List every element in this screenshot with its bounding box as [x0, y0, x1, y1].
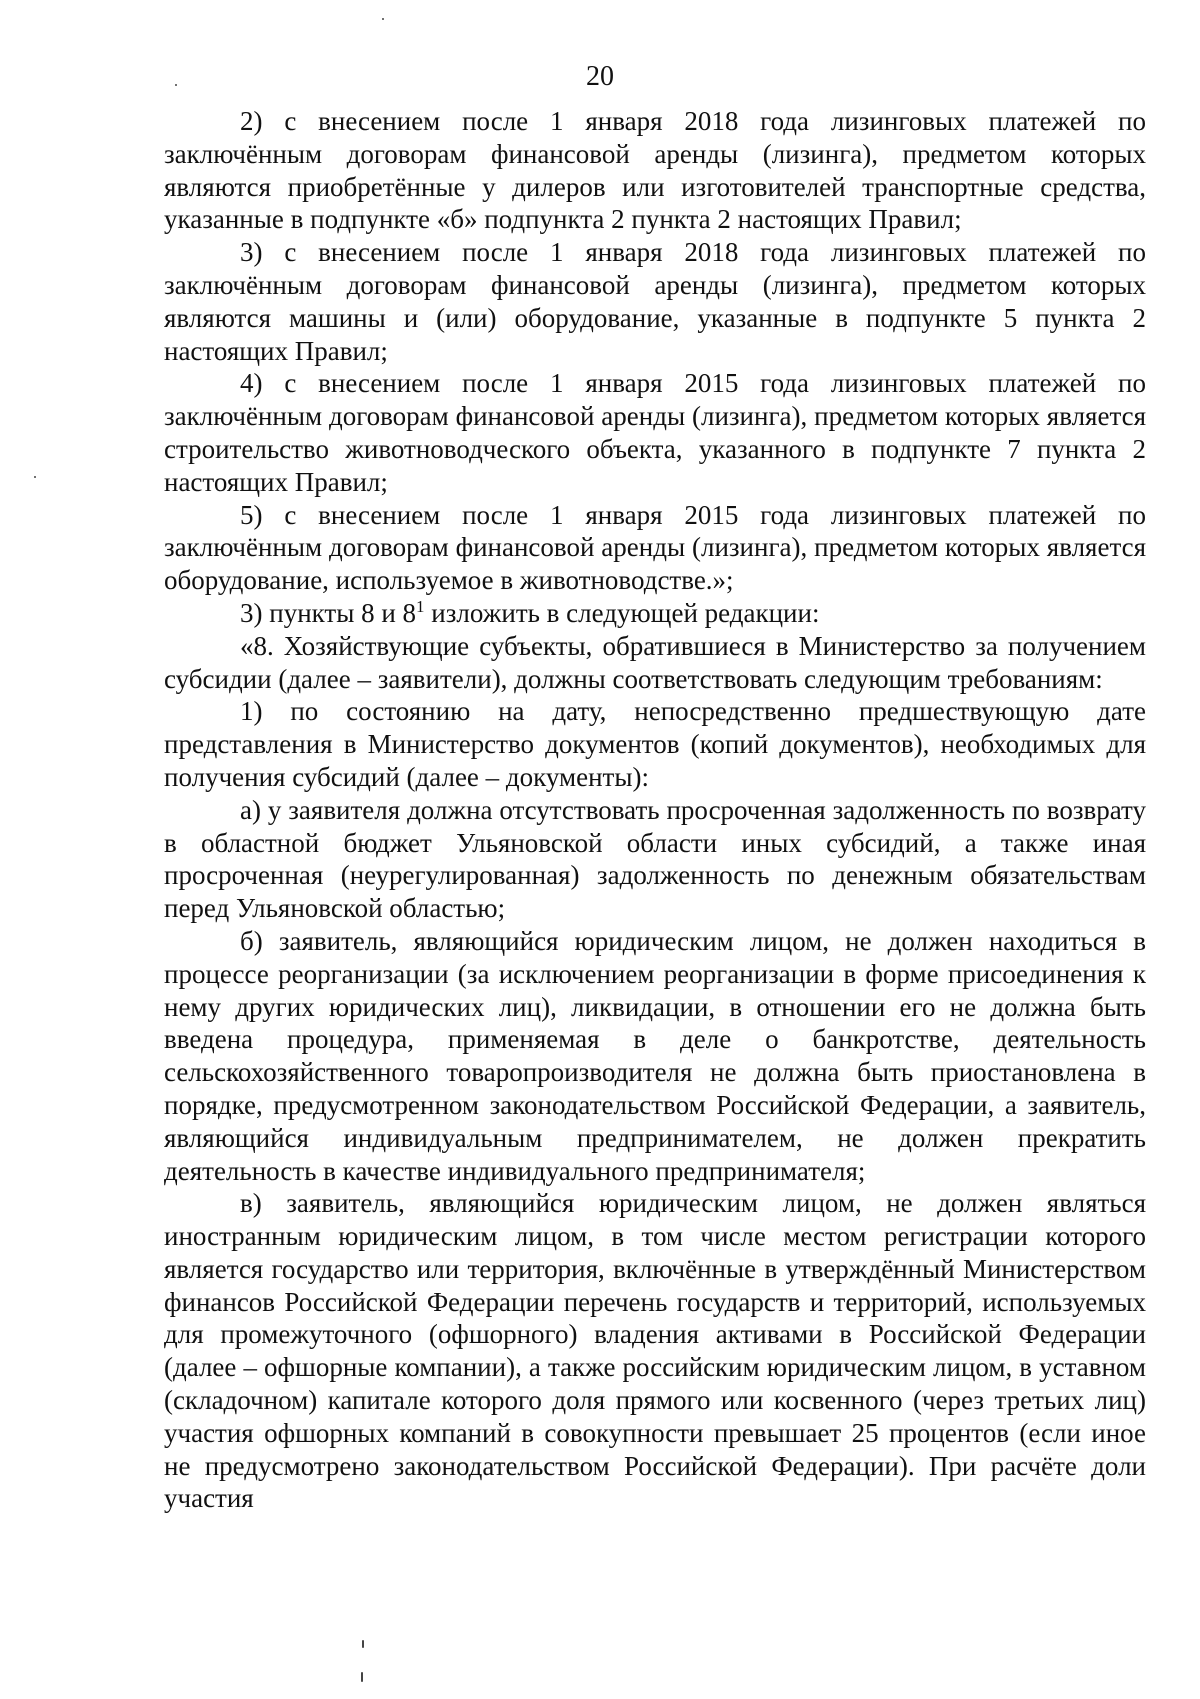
paragraph-amendment-points-8 [164, 597, 1146, 630]
document-body [164, 105, 1146, 1515]
amendment-text-end: изложить в следующей редакции: [424, 597, 820, 628]
scan-speck [175, 84, 177, 86]
paragraph-subpoint-v: в) заявитель, являющийся юридическим лицом, не должен являться иностранным юридическим лицом, в том числе местом регистрации которого является государство или территория, включённые в утверждённый Министерством финансов Российской Федерации перечень государств и территорий, используемых для промежуточного (офшорного) владения активами в Российской Федерации (далее – офшорные компании), а также российским юридическим лицом, в уставном (складочном) капитале которого доля прямого или косвенного (через третьих лиц) участия офшорных компаний в совокупности превышает 25 процентов (если иное не предусмотрено законодательством Российской Федерации). При расчёте доли участия [164, 1188, 1146, 1514]
scan-speck [361, 1672, 363, 1682]
paragraph-point-8: «8. Хозяйствующие субъекты, обратившиеся в Министерство за получением субсидии (далее – заявители), должны соответствовать следующим требованиям: [164, 630, 1146, 694]
paragraph-subpoint-b: б) заявитель, являющийся юридическим лицом, не должен находиться в процессе реорганизации (за исключением реорганизации в форме присоединения к нему других юридических лиц), ликвидации, в отношении его не должна быть введена процедура, применяемая в деле о банкротстве, деятельность сельскохозяйственного товаропроизводителя не должна быть приостановлена в порядке, предусмотренном законодательством Российской Федерации, а заявитель, являющийся индивидуальным предпринимателем, не должен прекратить деятельность в качестве индивидуального предпринимателя; [164, 925, 1146, 1186]
scan-speck [362, 1640, 364, 1648]
paragraph-item-5: 5) с внесением после 1 января 2015 года лизинговых платежей по заключённым договорам финансовой аренды (лизинга), предметом которых является оборудование, используемое в животноводстве.»; [164, 499, 1146, 596]
page-number: 20 [586, 61, 614, 92]
scan-speck [382, 18, 384, 20]
paragraph-item-2: 2) с внесением после 1 января 2018 года лизинговых платежей по заключённым договорам финансовой аренды (лизинга), предметом которых являются приобретённые у дилеров или изготовителей транспортные средства, указанные в подпункте «б» подпункта 2 пункта 2 настоящих Правил; [164, 106, 1146, 235]
amendment-text-start: 3) пункты 8 и 8 [240, 597, 417, 628]
superscript-index: 1 [416, 596, 425, 616]
paragraph-subpoint-a: а) у заявителя должна отсутствовать просроченная задолженность по возврату в областной бюджет Ульяновской области иных субсидий, а также иная просроченная (неурегулированная) задолженность по денежным обязательствам перед Ульяновской областью; [164, 794, 1146, 924]
paragraph-item-4: 4) с внесением после 1 января 2015 года лизинговых платежей по заключённым договорам финансовой аренды (лизинга), предметом которых является строительство животноводческого объекта, указанного в подпункте 7 пункта 2 настоящих Правил; [164, 368, 1146, 497]
scan-speck [34, 476, 36, 478]
paragraph-subpoint-1: 1) по состоянию на дату, непосредственно предшествующую дате представления в Министерство документов (копий документов), необходимых для получения субсидий (далее – документы): [164, 696, 1146, 792]
paragraph-item-3: 3) с внесением после 1 января 2018 года лизинговых платежей по заключённым договорам финансовой аренды (лизинга), предметом которых являются машины и (или) оборудование, указанные в подпункте 5 пункта 2 настоящих Правил; [164, 237, 1146, 366]
